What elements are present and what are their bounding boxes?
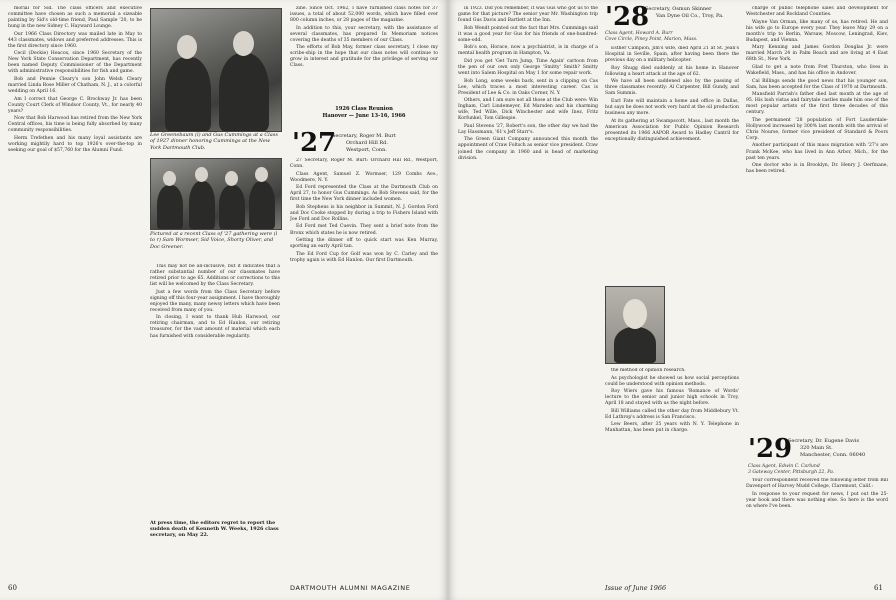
class-28-secretary: Secretary, Osmun Skinner bbox=[645, 6, 712, 12]
class-28-agent-address: Cove Circle, Piney Point, Marion, Mass. bbox=[605, 37, 698, 42]
column-paragraph: Bob's son, Horace, now a psychiatrist, is in charge of a mental health program in Hampton, Va. bbox=[458, 45, 598, 57]
right-column-2-class-28 bbox=[605, 46, 739, 282]
column-paragraph: in 1923. Did you remember, it was Gus who got us to the game for that picture? The senior year Mr. Washington trip found Gus Davis and Bartlett at the Inn. bbox=[458, 6, 598, 24]
column-paragraph: Ed Ford met Ted Cuevin. They sent a brief note from the Bronx which states he is now retired. bbox=[290, 224, 438, 236]
column-paragraph: 27 Secretary, Roger M. Burt: Orchard Hill Rd., Westport, Conn. bbox=[290, 158, 438, 170]
column-paragraph: Another participant of this mass migration with '27's are Frank McKee, who has lived in Ann Arbor, Mich., for the past ten years. bbox=[746, 143, 888, 161]
photo-greenebaum-cummings bbox=[150, 8, 282, 132]
column-paragraph: As psychologist he showed us how social perceptions could be understood with opinion methods. bbox=[605, 375, 739, 387]
right-page-number: 61 bbox=[874, 584, 883, 592]
class-29-address-1: 320 Main St. bbox=[800, 445, 833, 451]
class-28-agent: Class Agent, Howard A. Burr bbox=[605, 31, 673, 36]
column-paragraph: The permanent '28 population of Fort Lauderdale-Hollywood increased by 300% last month with the arrival of Chris Nourse, former vice president of Standard & Poors Corp. bbox=[746, 117, 888, 141]
left-column-2 bbox=[150, 264, 280, 516]
column-paragraph: Am I correct that George C. Brockway Jr. has been County Court Clerk of Windsor County, Vt., for nearly 40 years? bbox=[8, 96, 142, 114]
class-29-secretary: Secretary, Dr. Eugene Davis bbox=[788, 438, 860, 444]
column-paragraph: Roy Wiers gave his famous 'Romance of Words' lecture to the senior and junior high schools in Troy, April 18 and stayed with us the night before. bbox=[605, 389, 739, 407]
column-paragraph: Lew Beers, after 35 years with N. Y. Telephone in Manhattan, has been put in charge. bbox=[605, 422, 739, 434]
column-paragraph: Cecil (Deckie) Heacox, since 1960 Secretary of the New York State Conservation Department, has recently been named Deputy Commissioner of the Department with administrative responsibilities for fish and game. bbox=[8, 51, 142, 75]
right-column-3-class-29 bbox=[746, 478, 888, 548]
magazine-title-footer: DARTMOUTH ALUMNI MAGAZINE bbox=[290, 584, 411, 592]
right-page bbox=[448, 0, 896, 600]
column-paragraph: Mary Kenning and James Gordon Douglas Jr. were married March 24 in Palm Beach and are living at 4 East 68th St., New York. bbox=[746, 45, 888, 63]
class-29-agent-address: 3 Gateway Center, Pittsburgh 22, Pa. bbox=[748, 470, 835, 475]
column-paragraph: Glad to get a note from Fret Thurston, who lives in Wakefield, Mass., and has his office in Andover. bbox=[746, 64, 888, 76]
column-paragraph: The Green Giant Company announced this month the appointment of Craw Foltsch as senior vice president. Craw joined the company in 1960 and is head of marketing division. bbox=[458, 137, 598, 161]
column-paragraph: In response to your request for news, I put out the 25-year book and there was nothing else. So here is the word on where I've been. bbox=[746, 491, 888, 509]
column-paragraph: Ed Ford represented the Class at the Dartmouth Club on April 27, to honor Gus Cummings. As Bob Stevens said, for the first time the New York dinner included women. bbox=[290, 185, 438, 203]
column-paragraph: Class Agent, Samuel Z. Wormser, 129 Combs Ave., Woodmere, N. Y. bbox=[290, 171, 438, 183]
column-paragraph: Earl Fate will maintain a home and office in Dallas, but says he does not work very hard at the oil production business any more. bbox=[605, 98, 739, 116]
column-paragraph: Paul Stevens '27, Robert's son, the other day we had the Lay Hassmann, '61's Jeff Starr's. bbox=[458, 123, 598, 135]
left-column-3 bbox=[290, 6, 438, 102]
right-column-1 bbox=[458, 6, 598, 552]
reunion-title: 1926 Class Reunion bbox=[335, 106, 393, 112]
column-paragraph: Getting the dinner off to quick start was Ken Murray, sporting an early April tan. bbox=[290, 238, 438, 250]
column-paragraph: Just a few words from the Class Secretary before signing off this four-year assignment. I have thoroughly enjoyed the many, many newsy letters which have been received from many of you. bbox=[150, 289, 280, 313]
photo-caption-2: Pictured at a recent Class of '27 gathering were (l to r) Sam Wormser, Sid Voice, Shorty Oliver, and Doc Greener. bbox=[150, 231, 278, 250]
column-paragraph: In addition to this, your secretary, with the assistance of several classmates, has prepared In Memoriam notices covering the deaths of 35 members of our Class. bbox=[290, 25, 438, 43]
right-column-3 bbox=[746, 6, 888, 426]
column-paragraph: Wayne Van Orman, like many of us, has retired. He and his wife go to Europe every year. They leave May 29 on a month's trip to Berlin, Warsaw, Moscow, Leningrad, Kiev, Budapest, and Vienna. bbox=[746, 19, 888, 43]
column-paragraph: Mansfield Parrish's father died last month at the age of 95. His lush vistas and fairytale castles made him one of the most popular artists of the first three decades of this century. bbox=[746, 92, 888, 116]
left-column-1 bbox=[8, 6, 142, 551]
left-column-3-class-27 bbox=[290, 158, 438, 548]
column-paragraph: Our 1966 Class Directory was mailed late in May to 443 classmates, widows and preferred addresses. This is the first directory since 1960. bbox=[8, 31, 142, 49]
column-paragraph: charge of public telephone sales and development for Westchester and Rockland Counties. bbox=[746, 6, 888, 18]
column-paragraph: The efforts of Bob May, former class secretary, I close my scribe-ship in the hope that our class notes will continue to grow in interest and gratitude for the privilege of serving our Class. bbox=[290, 45, 438, 69]
column-paragraph: zine. Since Oct. 1962, I have furnished class notes for 37 issues, a total of about 52,000 words, which have filled over 800 column inches, or 28 pages of the magazine. bbox=[290, 6, 438, 24]
column-paragraph: Roy Shugg died suddenly at his home in Hanover following a heart attack at the age of 62. bbox=[605, 65, 739, 77]
class-29-address-2: Manchester, Conn. 06040 bbox=[800, 452, 866, 458]
column-paragraph: Did you get 'Get Turn Jump, Time Again' cartoon from the pen of our own only George 'Smitty' Smith? Smitty went into Salem Hospital on May 1 for some repair work. bbox=[458, 58, 598, 76]
class-29-number: '29 bbox=[748, 434, 793, 464]
left-page-number: 60 bbox=[8, 584, 17, 592]
column-paragraph: Others, and I am sure not all those at the Club were: Win Ingham, Carl Lindemeyer, Ed Marsden and his charming wife, Ted Wille, Dick Winchester and wife Inez, Fritz Korfunkel, Tom Gillespie. bbox=[458, 98, 598, 122]
column-paragraph: Bob and Pennie Cleary's son John Welsh Cleary married Linda Rose Miller of Chatham, N. J., at a colorful wedding on April 16. bbox=[8, 77, 142, 95]
column-paragraph: the method of opinion research. bbox=[611, 368, 686, 373]
class-28-address: Van Dyne Oil Co., Troy, Pa. bbox=[656, 13, 724, 19]
column-paragraph: One doctor who is in Brooklyn, Dr. Henry J. Oerfmane, has been retired. bbox=[746, 163, 888, 175]
column-paragraph: Cal Billings sends the good news that his younger son, Sam, has been accepted for the Class of 1970 at Dartmouth. bbox=[746, 78, 888, 90]
photo-class-27-gathering bbox=[150, 158, 282, 230]
class-29-agent: Class Agent, Edwin C. Carlund bbox=[748, 464, 820, 469]
right-column-2-continued bbox=[605, 368, 739, 546]
death-notice: At press time, the editors regret to report the sudden death of Kenneth W. Weeks, 1926 class secretary, on May 22. bbox=[150, 520, 279, 539]
column-paragraph: This may not be all-inclusive, but it indicates that a rather substantial number of our classmates have retired prior to age 65. Additions or corrections to this list will be welcomed by the Class Secretary. bbox=[150, 264, 280, 288]
class-27-address-1: Orchard Hill Rd. bbox=[346, 140, 388, 146]
column-paragraph: We have all been saddened also by the passing of three classmates recently: Al Carpenter, Bill Gundy, and Sam Summis. bbox=[605, 79, 739, 97]
column-paragraph: Your correspondent received the following letter from Bill Davenport of Harvey Mudd College, Claremont, Calif.: bbox=[746, 478, 888, 490]
issue-label-footer: Issue of June 1966 bbox=[605, 584, 667, 592]
column-paragraph: morial for Sid. The class officers and executive committee have chosen as such a memorial a sizeable painting by Sid's old-time friend, Paul Sample '20, to be hung in the new Sidney C. Hayward Lounge. bbox=[8, 6, 142, 30]
column-paragraph: Bob Wendt pointed out the fact that Mrs. Cummings said it was a good year for Gus for his friends of one-hundred-some-odd. bbox=[458, 25, 598, 43]
column-paragraph: Bob Stephens is his neighbor in Summit, N. J. Gordon Ford and Doc Cooke stopped by during a trip to Fishers Island with Joe Ford and Doc Rollins. bbox=[290, 204, 438, 222]
column-paragraph: Now that Bob Harwood has retired from the New York Central offices, his time is being fully absorbed by many community responsibilities. bbox=[8, 116, 142, 134]
class-27-secretary: Secretary, Roger M. Burt bbox=[332, 133, 396, 139]
column-paragraph: At its gathering at Swampscott, Mass., last month the American Association for Public Opinion Research presented its 1966 AAPOR Award to Hadley Cantril for exceptionally distinguished achievement. bbox=[605, 118, 739, 142]
column-paragraph: Herm Trefethen and his many loyal assistants are working mightily hard to top 1926's over-the-top in seeking our goal of $57,760 for the Alumni Fund. bbox=[8, 135, 142, 154]
reunion-dates: Hanover — June 13-16, 1966 bbox=[322, 113, 406, 119]
column-paragraph: Bob Long, some weeks back, sent in a clipping on Cas Lee, which traces a most interesting career. Cas is President of Lee & Co. in Oaks Corner, N. Y. bbox=[458, 78, 598, 96]
class-27-address-2: Westport, Conn. bbox=[346, 147, 387, 153]
column-paragraph: The Ed Ford Cup for Golf was won by C. Carley and the trophy again is with Ed Hanlon. Our first Dartmouth. bbox=[290, 251, 438, 263]
column-paragraph: In closing, I want to thank Hub Harwood, our retiring chairman, and to Ed Hanlon, our retiring treasurer, for the vast amount of material which each has furnished with considerable regularity. bbox=[150, 315, 280, 339]
column-paragraph: Bill Williams called the other day from Middlebury Vt. Ed Lathrop's address is San Francisco. bbox=[605, 408, 739, 420]
class-28-number: '28 bbox=[605, 2, 650, 32]
class-27-number: '27 bbox=[292, 128, 337, 158]
column-paragraph: Esther Campion, Jim's wife, died April 21 at St. Jean's Hospital in Seville, Spain, after having been there the previous day on a military helicopter. bbox=[605, 46, 739, 64]
photo-hadley-cantril bbox=[605, 286, 665, 364]
photo-caption-1: Lee Greenebaum (l) and Gus Cummings at a Class of 1927 dinner honoring Cummings at the New York Dartmouth Club. bbox=[150, 132, 278, 151]
